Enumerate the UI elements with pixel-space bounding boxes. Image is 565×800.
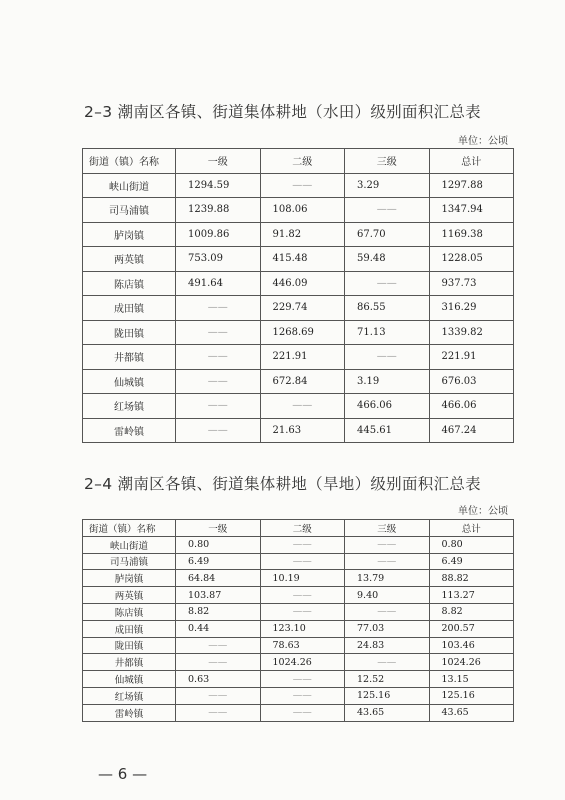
area-value-cell: 103.87 <box>176 587 261 604</box>
town-name-cell: 胪岗镇 <box>83 570 176 587</box>
area-value-cell: 88.82 <box>429 570 514 587</box>
table-row <box>83 222 514 247</box>
area-value-cell: 8.82 <box>176 603 261 620</box>
area-value-cell: 1239.88 <box>176 198 261 223</box>
table2-header-row <box>83 520 514 537</box>
area-value-cell: —— <box>176 394 261 419</box>
town-name-cell: 陇田镇 <box>83 637 176 654</box>
area-value-cell: 1009.86 <box>176 222 261 247</box>
area-value-cell: 6.49 <box>429 553 514 570</box>
area-value-cell: —— <box>345 603 430 620</box>
area-value-cell: 24.83 <box>345 637 430 654</box>
area-value-cell: 1024.26 <box>260 654 345 671</box>
table-row <box>83 369 514 394</box>
town-name-cell: 峡山街道 <box>83 173 176 198</box>
area-value-cell: —— <box>260 687 345 704</box>
table-row <box>83 654 514 671</box>
town-name-cell: 司马浦镇 <box>83 198 176 223</box>
area-value-cell: —— <box>176 320 261 345</box>
area-value-cell: 13.15 <box>429 671 514 688</box>
table2-header-cell: 街道（镇）名称 <box>83 520 176 537</box>
area-value-cell: 1169.38 <box>429 222 514 247</box>
area-value-cell: 1228.05 <box>429 247 514 272</box>
table-row <box>83 687 514 704</box>
area-value-cell: 86.55 <box>345 296 430 321</box>
area-value-cell: 466.06 <box>429 394 514 419</box>
town-name-cell: 成田镇 <box>83 296 176 321</box>
area-value-cell: —— <box>176 654 261 671</box>
area-value-cell: 78.63 <box>260 637 345 654</box>
table1 <box>82 148 514 443</box>
area-value-cell: 415.48 <box>260 247 345 272</box>
town-name-cell: 胪岗镇 <box>83 222 176 247</box>
table-row <box>83 173 514 198</box>
area-value-cell: —— <box>260 603 345 620</box>
table1-header-cell: 街道（镇）名称 <box>83 149 176 174</box>
table-row <box>83 620 514 637</box>
table1-header-cell: 三级 <box>345 149 430 174</box>
area-value-cell: 43.65 <box>429 704 514 721</box>
table1-header-cell: 总计 <box>429 149 514 174</box>
town-name-cell: 峡山街道 <box>83 536 176 553</box>
area-value-cell: —— <box>176 345 261 370</box>
area-value-cell: 91.82 <box>260 222 345 247</box>
area-value-cell: —— <box>345 553 430 570</box>
table1-header-cell: 二级 <box>260 149 345 174</box>
table-row <box>83 247 514 272</box>
town-name-cell: 陈店镇 <box>83 271 176 296</box>
town-name-cell: 井都镇 <box>83 654 176 671</box>
area-value-cell: 491.64 <box>176 271 261 296</box>
area-value-cell: 71.13 <box>345 320 430 345</box>
area-value-cell: —— <box>176 369 261 394</box>
area-value-cell: 108.06 <box>260 198 345 223</box>
table2-header-cell: 一级 <box>176 520 261 537</box>
page-number: — 6 — <box>98 765 148 783</box>
area-value-cell: —— <box>345 345 430 370</box>
area-value-cell: —— <box>260 173 345 198</box>
area-value-cell: —— <box>260 671 345 688</box>
town-name-cell: 红场镇 <box>83 394 176 419</box>
table1-title: 2–3 潮南区各镇、街道集体耕地（水田）级别面积汇总表 <box>83 103 481 121</box>
area-value-cell: —— <box>260 394 345 419</box>
town-name-cell: 红场镇 <box>83 687 176 704</box>
area-value-cell: —— <box>345 198 430 223</box>
table2-header-cell: 总计 <box>429 520 514 537</box>
area-value-cell: 103.46 <box>429 637 514 654</box>
area-value-cell: —— <box>260 587 345 604</box>
area-value-cell: 0.80 <box>429 536 514 553</box>
area-value-cell: —— <box>176 704 261 721</box>
table-row <box>83 198 514 223</box>
area-value-cell: 8.82 <box>429 603 514 620</box>
area-value-cell: 937.73 <box>429 271 514 296</box>
table-row <box>83 320 514 345</box>
town-name-cell: 两英镇 <box>83 587 176 604</box>
area-value-cell: 77.03 <box>345 620 430 637</box>
area-value-cell: 1347.94 <box>429 198 514 223</box>
area-value-cell: 466.06 <box>345 394 430 419</box>
table-row <box>83 271 514 296</box>
area-value-cell: —— <box>260 704 345 721</box>
area-value-cell: 13.79 <box>345 570 430 587</box>
area-value-cell: 1268.69 <box>260 320 345 345</box>
town-name-cell: 陈店镇 <box>83 603 176 620</box>
area-value-cell: 3.19 <box>345 369 430 394</box>
town-name-cell: 成田镇 <box>83 620 176 637</box>
town-name-cell: 雷岭镇 <box>83 418 176 443</box>
table-row <box>83 553 514 570</box>
area-value-cell: 6.49 <box>176 553 261 570</box>
area-value-cell: 123.10 <box>260 620 345 637</box>
table-row <box>83 570 514 587</box>
table2-title: 2–4 潮南区各镇、街道集体耕地（旱地）级别面积汇总表 <box>83 475 481 493</box>
area-value-cell: 113.27 <box>429 587 514 604</box>
table-row <box>83 704 514 721</box>
table-row <box>83 536 514 553</box>
area-value-cell: 21.63 <box>260 418 345 443</box>
town-name-cell: 仙城镇 <box>83 671 176 688</box>
area-value-cell: 221.91 <box>429 345 514 370</box>
table1-unit: 单位：公顷 <box>458 136 508 147</box>
table-row <box>83 418 514 443</box>
town-name-cell: 雷岭镇 <box>83 704 176 721</box>
area-value-cell: 316.29 <box>429 296 514 321</box>
area-value-cell: 125.16 <box>345 687 430 704</box>
town-name-cell: 井都镇 <box>83 345 176 370</box>
area-value-cell: 753.09 <box>176 247 261 272</box>
table-row <box>83 671 514 688</box>
area-value-cell: 221.91 <box>260 345 345 370</box>
area-value-cell: 229.74 <box>260 296 345 321</box>
area-value-cell: 1339.82 <box>429 320 514 345</box>
area-value-cell: 125.16 <box>429 687 514 704</box>
table2-header-cell: 二级 <box>260 520 345 537</box>
area-value-cell: —— <box>176 418 261 443</box>
table-row <box>83 587 514 604</box>
town-name-cell: 仙城镇 <box>83 369 176 394</box>
town-name-cell: 两英镇 <box>83 247 176 272</box>
area-value-cell: 64.84 <box>176 570 261 587</box>
table-row <box>83 637 514 654</box>
area-value-cell: 0.63 <box>176 671 261 688</box>
area-value-cell: 446.09 <box>260 271 345 296</box>
area-value-cell: 200.57 <box>429 620 514 637</box>
area-value-cell: —— <box>260 536 345 553</box>
table2-header-cell: 三级 <box>345 520 430 537</box>
table2-unit: 单位：公顷 <box>458 506 508 517</box>
area-value-cell: 3.29 <box>345 173 430 198</box>
table2 <box>82 519 514 722</box>
table-row <box>83 394 514 419</box>
area-value-cell: —— <box>176 296 261 321</box>
area-value-cell: —— <box>345 271 430 296</box>
area-value-cell: 43.65 <box>345 704 430 721</box>
area-value-cell: —— <box>176 637 261 654</box>
area-value-cell: 0.44 <box>176 620 261 637</box>
area-value-cell: 9.40 <box>345 587 430 604</box>
table-row <box>83 296 514 321</box>
area-value-cell: 676.03 <box>429 369 514 394</box>
area-value-cell: 10.19 <box>260 570 345 587</box>
area-value-cell: 445.61 <box>345 418 430 443</box>
area-value-cell: —— <box>345 654 430 671</box>
table-row <box>83 603 514 620</box>
table1-header-row <box>83 149 514 174</box>
area-value-cell: 1294.59 <box>176 173 261 198</box>
town-name-cell: 陇田镇 <box>83 320 176 345</box>
town-name-cell: 司马浦镇 <box>83 553 176 570</box>
table-row <box>83 345 514 370</box>
area-value-cell: 1024.26 <box>429 654 514 671</box>
area-value-cell: 672.84 <box>260 369 345 394</box>
area-value-cell: —— <box>345 536 430 553</box>
area-value-cell: 59.48 <box>345 247 430 272</box>
area-value-cell: 12.52 <box>345 671 430 688</box>
area-value-cell: 467.24 <box>429 418 514 443</box>
area-value-cell: 67.70 <box>345 222 430 247</box>
area-value-cell: 1297.88 <box>429 173 514 198</box>
area-value-cell: —— <box>176 687 261 704</box>
area-value-cell: —— <box>260 553 345 570</box>
table1-header-cell: 一级 <box>176 149 261 174</box>
area-value-cell: 0.80 <box>176 536 261 553</box>
